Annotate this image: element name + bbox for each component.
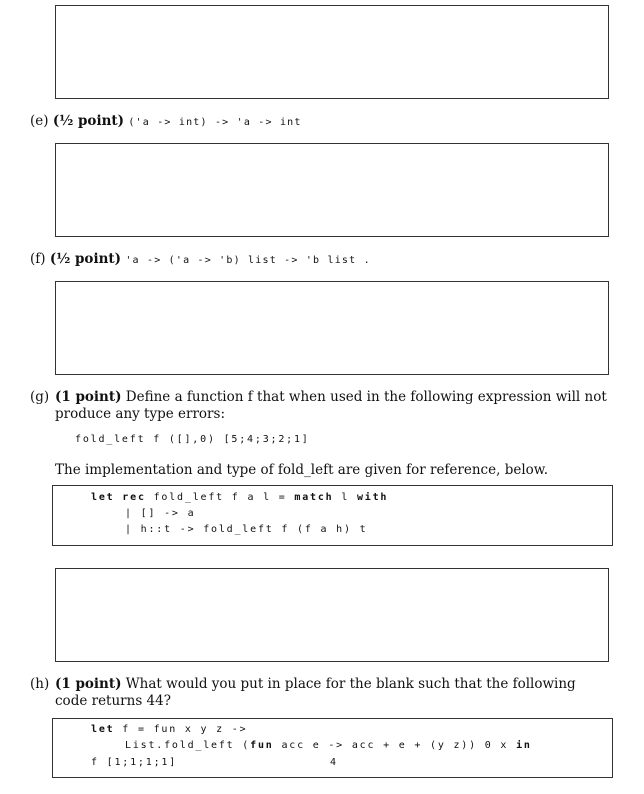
code-g-line1 xyxy=(91,490,388,506)
question-e-type: ('a -> int) -> 'a -> int xyxy=(128,117,302,128)
question-h-text: What would you put in place for the blank such that the following code returns 44? xyxy=(55,676,576,709)
code-h-line2-pre: List.fold_left ( xyxy=(125,740,251,751)
code-g-head: fold_left f a l = xyxy=(153,492,287,503)
question-g-text: Define a function f that when used in the following expression will not produce any type errors: xyxy=(55,389,607,422)
kw-in: in xyxy=(516,740,532,751)
question-f-label: (f) xyxy=(30,251,46,267)
kw-rec: rec xyxy=(122,492,146,503)
question-g-expression: fold_left f ([],0) [5;4;3;2;1] xyxy=(75,434,310,445)
answer-box-e[interactable] xyxy=(55,143,609,237)
answer-box-f[interactable] xyxy=(55,281,609,375)
question-h xyxy=(55,676,610,710)
question-g-note: The implementation and type of fold_left are given for reference, below. xyxy=(55,462,549,478)
question-h-label: (h) xyxy=(30,676,50,692)
code-g-line3: | h::t -> fold_left f (f a h) t xyxy=(125,524,368,535)
question-g-label: (g) xyxy=(30,389,50,405)
code-box-g xyxy=(52,485,613,546)
code-h-line1 xyxy=(91,722,247,738)
question-h-points: (1 point) xyxy=(55,676,122,692)
code-h-line2 xyxy=(125,738,532,754)
question-f xyxy=(30,251,371,269)
kw-let: let xyxy=(91,492,115,503)
kw-let: let xyxy=(91,724,115,735)
code-h-line1-rest: f = fun x y z -> xyxy=(122,724,248,735)
question-f-type: 'a -> ('a -> 'b) list -> 'b list . xyxy=(125,255,371,266)
code-g-line2: | [] -> a xyxy=(125,508,196,519)
kw-with: with xyxy=(356,492,389,503)
question-h-label-block xyxy=(30,676,49,693)
code-box-h xyxy=(52,718,613,778)
kw-match: match xyxy=(294,492,334,503)
question-g xyxy=(55,389,610,423)
question-e-label: (e) xyxy=(30,113,49,129)
answer-box-d[interactable] xyxy=(55,5,609,99)
question-g-label-block xyxy=(30,389,49,406)
code-h-blank-value[interactable]: 4 xyxy=(330,757,338,768)
question-e-points: (½ point) xyxy=(52,113,125,129)
answer-box-g[interactable] xyxy=(55,568,609,662)
code-g-match-var: l xyxy=(341,492,350,503)
code-h-line3: f [1;1;1;1] xyxy=(91,757,178,768)
question-g-points: (1 point) xyxy=(55,389,122,405)
kw-fun: fun xyxy=(250,740,274,751)
question-e xyxy=(30,113,302,131)
question-f-points: (½ point) xyxy=(49,251,122,267)
code-h-line2-mid: acc e -> acc + e + (y z)) 0 x xyxy=(281,740,509,751)
